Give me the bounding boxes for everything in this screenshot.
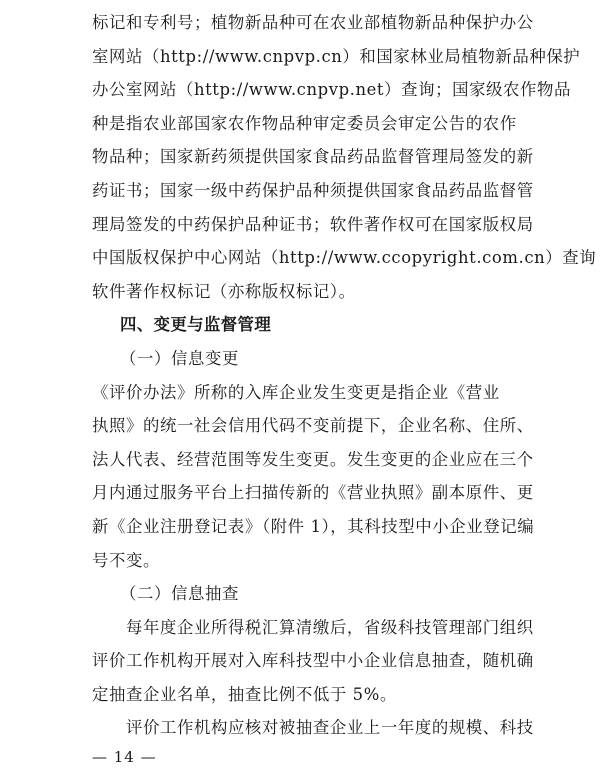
text-line: 执照》的统一社会信用代码不变前提下，企业名称、住所、 <box>92 416 534 436</box>
text-line: 标记和专利号；植物新品种可在农业部植物新品种保护办公 <box>92 13 534 32</box>
section-heading: 四、变更与监督管理 <box>120 315 272 335</box>
text-line: 办公室网站（http://www.cnpvp.net）查询；国家级农作物品 <box>92 80 572 100</box>
text-line: 理局签发的中药保护品种证书；软件著作权可在国家版权局 <box>92 214 534 234</box>
text-line: 种是指农业部国家农作物品种审定委员会审定公告的农作 <box>92 113 517 133</box>
text-line: 中国版权保护中心网站（http://www.ccopyright.com.cn）查询 <box>92 248 597 268</box>
text-line: 法人代表、经营范围等发生变更。发生变更的企业应在三个 <box>92 449 534 469</box>
text-line: 新《企业注册登记表》（附件 1），其科技型中小企业登记编 <box>92 516 535 536</box>
text-line: 室网站（http://www.cnpvp.cn）和国家林业局植物新品种保护 <box>92 46 581 66</box>
document-body <box>92 6 597 745</box>
text-line: 物品种；国家新药须提供国家食品药品监督管理局签发的新 <box>92 147 534 167</box>
sub-heading-info-check: （二）信息抽查 <box>120 584 239 604</box>
text-line: 定抽查企业名单，抽查比例不低于 5%。 <box>92 684 397 704</box>
sub-heading-info-change: （一）信息变更 <box>120 348 239 368</box>
text-line: 软件著作权标记（亦称版权标记）。 <box>92 281 356 301</box>
text-line: 月内通过服务平台上扫描传新的《营业执照》副本原件、更 <box>92 483 534 503</box>
text-line: 药证书；国家一级中药保护品种须提供国家食品药品监督管 <box>92 180 534 200</box>
text-line: 评价工作机构应核对被抽查企业上一年度的规模、科技 <box>126 718 534 738</box>
text-line: 每年度企业所得税汇算清缴后，省级科技管理部门组织 <box>126 617 534 637</box>
page-number: — 14 — <box>92 748 157 766</box>
text-line: 评价工作机构开展对入库科技型中小企业信息抽查，随机确 <box>92 651 534 671</box>
text-line: 《评价办法》所称的入库企业发生变更是指企业《营业 <box>92 382 500 402</box>
text-line: 号不变。 <box>92 550 160 570</box>
